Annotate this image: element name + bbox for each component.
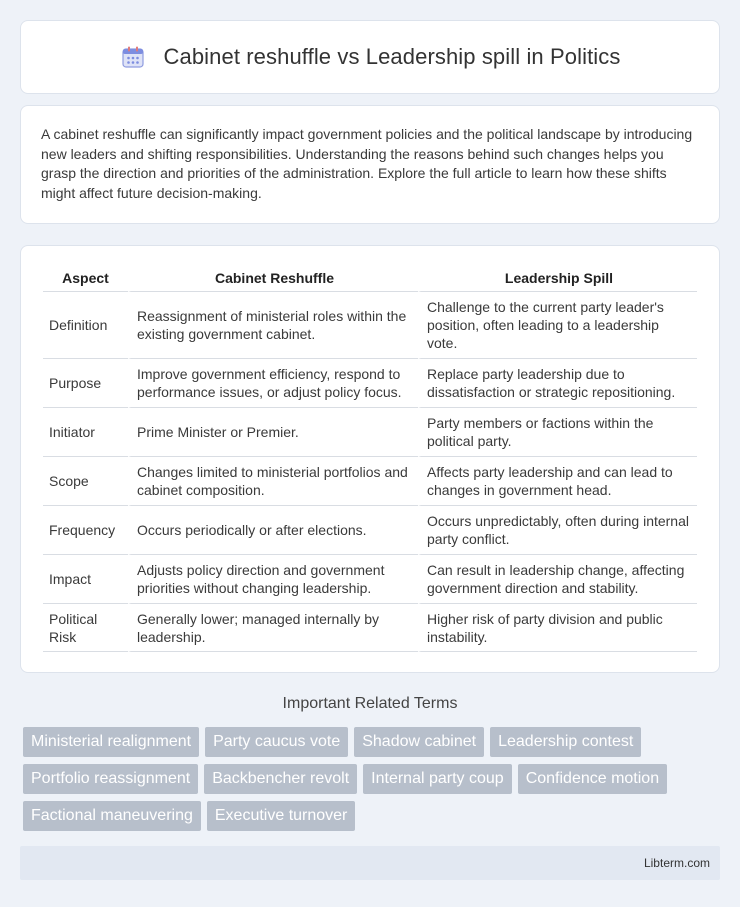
aspect-cell: Purpose — [43, 359, 128, 408]
table-row — [43, 408, 697, 457]
header-cabinet-reshuffle: Cabinet Reshuffle — [128, 264, 418, 292]
tag-portfolio-reassignment[interactable]: Portfolio reassignment — [23, 764, 198, 794]
footer — [20, 846, 720, 880]
related-terms-list — [20, 727, 720, 831]
table-row — [43, 506, 697, 555]
comparison-table — [43, 264, 697, 652]
aspect-cell: Frequency — [43, 506, 128, 555]
table-row — [43, 604, 697, 652]
reshuffle-cell: Adjusts policy direction and government priorities without changing leadership. — [128, 555, 418, 604]
spill-cell: Affects party leadership and can lead to changes in government head. — [418, 457, 697, 506]
tag-ministerial-realignment[interactable]: Ministerial realignment — [23, 727, 199, 757]
reshuffle-cell: Prime Minister or Premier. — [128, 408, 418, 457]
aspect-cell: Political Risk — [43, 604, 128, 652]
tag-shadow-cabinet[interactable]: Shadow cabinet — [354, 727, 484, 757]
tag-party-caucus-vote[interactable]: Party caucus vote — [205, 727, 348, 757]
tag-backbencher-revolt[interactable]: Backbencher revolt — [204, 764, 357, 794]
aspect-cell: Definition — [43, 292, 128, 359]
calendar-icon — [120, 44, 146, 70]
spill-cell: Higher risk of party division and public instability. — [418, 604, 697, 652]
comparison-card — [20, 245, 720, 673]
tag-internal-party-coup[interactable]: Internal party coup — [363, 764, 512, 794]
table-row — [43, 555, 697, 604]
tag-confidence-motion[interactable]: Confidence motion — [518, 764, 667, 794]
reshuffle-cell: Improve government efficiency, respond to performance issues, or adjust policy focus. — [128, 359, 418, 408]
spill-cell: Party members or factions within the political party. — [418, 408, 697, 457]
reshuffle-cell: Reassignment of ministerial roles within the existing government cabinet. — [128, 292, 418, 359]
table-header-row — [43, 264, 697, 292]
tag-leadership-contest[interactable]: Leadership contest — [490, 727, 641, 757]
page-title: Cabinet reshuffle vs Leadership spill in Politics — [163, 44, 621, 69]
table-row — [43, 359, 697, 408]
spill-cell: Can result in leadership change, affecting government direction and stability. — [418, 555, 697, 604]
related-terms-heading: Important Related Terms — [282, 695, 458, 712]
spill-cell: Occurs unpredictably, often during internal party conflict. — [418, 506, 697, 555]
header-card — [20, 20, 720, 94]
table-row — [43, 292, 697, 359]
reshuffle-cell: Occurs periodically or after elections. — [128, 506, 418, 555]
intro-card — [20, 105, 720, 224]
aspect-cell: Initiator — [43, 408, 128, 457]
intro-paragraph: A cabinet reshuffle can significantly impact government policies and the political landscape by introducing new leaders and shifting responsibilities. Understanding the reasons behind such changes helps you grasp the direction and priorities of the administration. Explore the full article to learn how these shifts might affect future decision-making. — [41, 126, 693, 201]
reshuffle-cell: Generally lower; managed internally by leadership. — [128, 604, 418, 652]
spill-cell: Replace party leadership due to dissatisfaction or strategic repositioning. — [418, 359, 697, 408]
tag-executive-turnover[interactable]: Executive turnover — [207, 801, 356, 831]
header-leadership-spill: Leadership Spill — [418, 264, 697, 292]
spill-cell: Challenge to the current party leader's position, often leading to a leadership vote. — [418, 292, 697, 359]
aspect-cell: Impact — [43, 555, 128, 604]
tag-factional-maneuvering[interactable]: Factional maneuvering — [23, 801, 201, 831]
aspect-cell: Scope — [43, 457, 128, 506]
footer-site-link[interactable]: Libterm.com — [643, 856, 710, 870]
header-aspect: Aspect — [43, 264, 128, 292]
table-row — [43, 457, 697, 506]
reshuffle-cell: Changes limited to ministerial portfolios and cabinet composition. — [128, 457, 418, 506]
